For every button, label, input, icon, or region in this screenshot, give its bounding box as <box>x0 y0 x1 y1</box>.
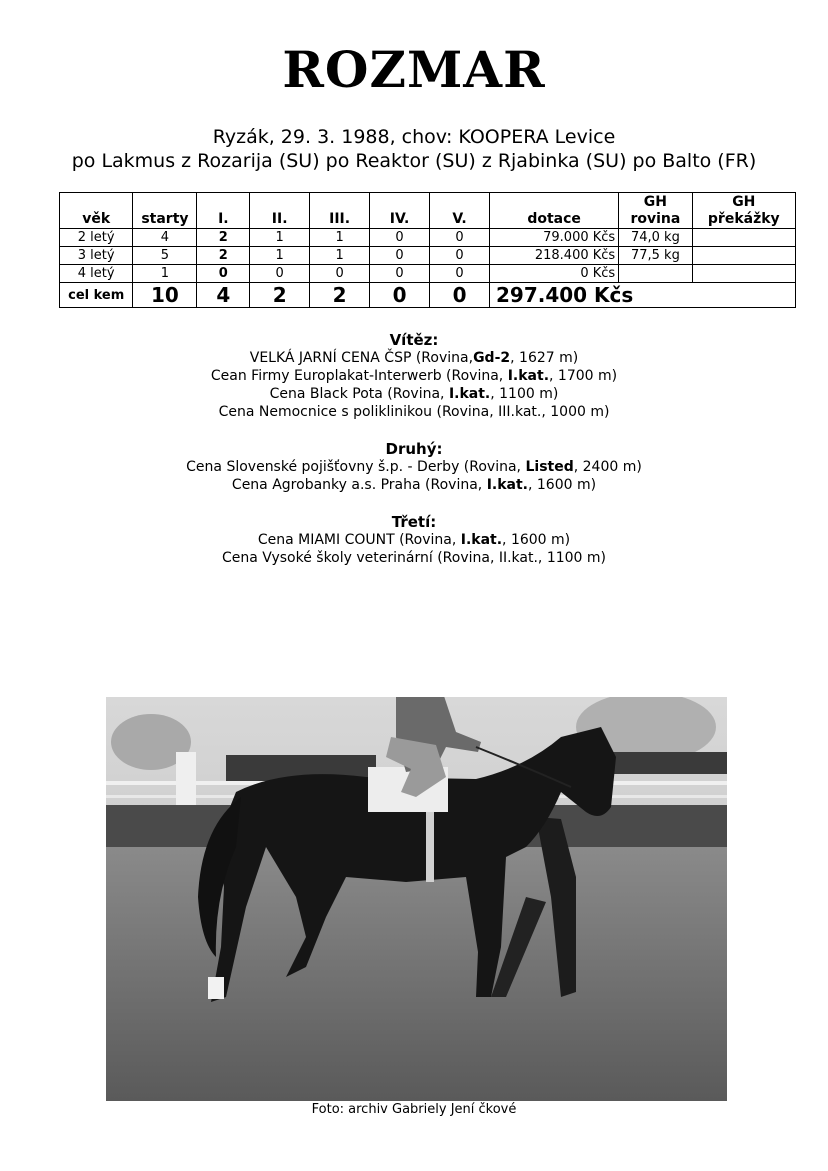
header-first: I. <box>197 193 250 229</box>
total-third: 2 <box>310 283 370 308</box>
cell-prize: 79.000 Kčs <box>490 229 619 247</box>
race-class: Listed <box>525 459 574 475</box>
header-gh-flat-line1: GH <box>643 194 667 210</box>
race-class: I.kat. <box>507 368 550 384</box>
second-heading: Druhý: <box>385 440 443 458</box>
table-row <box>60 247 796 265</box>
cell-starts: 4 <box>133 229 197 247</box>
total-fifth: 0 <box>430 283 490 308</box>
header-gh-flat <box>619 193 692 229</box>
cell-fourth: 0 <box>370 265 430 283</box>
cell-gh-flat: 74,0 kg <box>619 229 692 247</box>
race-text-end: , 1700 m) <box>549 368 618 384</box>
race-text-end: , 1627 m) <box>510 350 579 366</box>
cell-prize: 218.400 Kčs <box>490 247 619 265</box>
total-starts: 10 <box>133 283 197 308</box>
cell-age: 2 letý <box>60 229 133 247</box>
race-entry <box>0 403 828 421</box>
cell-third: 1 <box>310 247 370 265</box>
cell-age: 4 letý <box>60 265 133 283</box>
race-text-end: , 1100 m) <box>490 386 559 402</box>
pedigree-line: po Lakmus z Rozarija (SU) po Reaktor (SU) z Rjabinka (SU) po Balto (FR) <box>71 150 757 172</box>
cell-first: 2 <box>197 229 250 247</box>
header-gh-jump <box>692 193 795 229</box>
race-text: Cena Slovenské pojišťovny š.p. - Derby (Rovina, <box>186 459 526 475</box>
cell-prize: 0 Kčs <box>490 265 619 283</box>
race-text: Cena Black Pota (Rovina, <box>269 386 449 402</box>
race-entry <box>0 385 828 403</box>
header-third: III. <box>310 193 370 229</box>
cell-second: 1 <box>250 247 310 265</box>
race-text: Cena Vysoké školy veterinární (Rovina, II.kat., 1100 m) <box>221 550 607 566</box>
cell-starts: 5 <box>133 247 197 265</box>
race-entry <box>0 458 828 476</box>
horse-photo <box>106 697 727 1101</box>
race-text: Cena Agrobanky a.s. Praha (Rovina, <box>231 477 487 493</box>
total-fourth: 0 <box>370 283 430 308</box>
race-class: I.kat. <box>448 386 491 402</box>
cell-age: 3 letý <box>60 247 133 265</box>
cell-fifth: 0 <box>430 247 490 265</box>
total-prize: 297.400 Kčs <box>490 283 796 308</box>
cell-second: 1 <box>250 229 310 247</box>
race-text-end: , 2400 m) <box>573 459 642 475</box>
table-header-row <box>60 193 796 229</box>
cell-gh-jump <box>692 265 795 283</box>
winner-section <box>0 331 828 421</box>
cell-starts: 1 <box>133 265 197 283</box>
race-entry <box>0 476 828 494</box>
table-row <box>60 265 796 283</box>
header-gh-jump-line1: GH <box>732 194 756 210</box>
third-heading: Třetí: <box>391 513 437 531</box>
total-label: cel kem <box>60 283 133 308</box>
total-second: 2 <box>250 283 310 308</box>
cell-fourth: 0 <box>370 247 430 265</box>
cell-gh-jump <box>692 247 795 265</box>
cell-fifth: 0 <box>430 265 490 283</box>
winner-heading: Vítěz: <box>389 331 439 349</box>
cell-third: 0 <box>310 265 370 283</box>
race-entry <box>0 531 828 549</box>
table-total-row <box>60 283 796 308</box>
race-entry <box>0 367 828 385</box>
cell-second: 0 <box>250 265 310 283</box>
race-class: Gd-2 <box>473 350 511 366</box>
race-text: Cean Firmy Europlakat-Interwerb (Rovina, <box>210 368 508 384</box>
race-entry <box>0 549 828 567</box>
cell-gh-flat: 77,5 kg <box>619 247 692 265</box>
total-first: 4 <box>197 283 250 308</box>
second-place-section <box>0 440 828 494</box>
cell-gh-flat <box>619 265 692 283</box>
race-text-end: , 1600 m) <box>527 477 597 493</box>
race-class: I.kat. <box>460 532 503 548</box>
race-text-end: , 1600 m) <box>502 532 571 548</box>
cell-first: 2 <box>197 247 250 265</box>
race-text: Cena Nemocnice s poliklinikou (Rovina, III.kat., 1000 m) <box>218 404 610 420</box>
photo-caption: Foto: archiv Gabriely Jení čkové <box>311 1102 517 1117</box>
third-place-section <box>0 513 828 567</box>
header-gh-flat-line2: rovina <box>630 211 681 227</box>
cell-fourth: 0 <box>370 229 430 247</box>
page-title: ROZMAR <box>282 40 546 99</box>
header-second: II. <box>250 193 310 229</box>
race-text: VELKÁ JARNÍ CENA ČSP (Rovina, <box>249 350 474 366</box>
cell-third: 1 <box>310 229 370 247</box>
cell-gh-jump <box>692 229 795 247</box>
race-class: I.kat. <box>486 477 528 493</box>
race-entry <box>0 349 828 367</box>
header-age: věk <box>60 193 133 229</box>
race-record-table <box>59 192 796 308</box>
horse-details: Ryzák, 29. 3. 1988, chov: KOOPERA Levice <box>212 126 616 148</box>
header-gh-jump-line2: překážky <box>707 211 780 227</box>
header-fifth: V. <box>430 193 490 229</box>
header-fourth: IV. <box>370 193 430 229</box>
cell-first: 0 <box>197 265 250 283</box>
cell-fifth: 0 <box>430 229 490 247</box>
header-starts: starty <box>133 193 197 229</box>
race-text: Cena MIAMI COUNT (Rovina, <box>257 532 461 548</box>
table-row <box>60 229 796 247</box>
header-prize: dotace <box>490 193 619 229</box>
